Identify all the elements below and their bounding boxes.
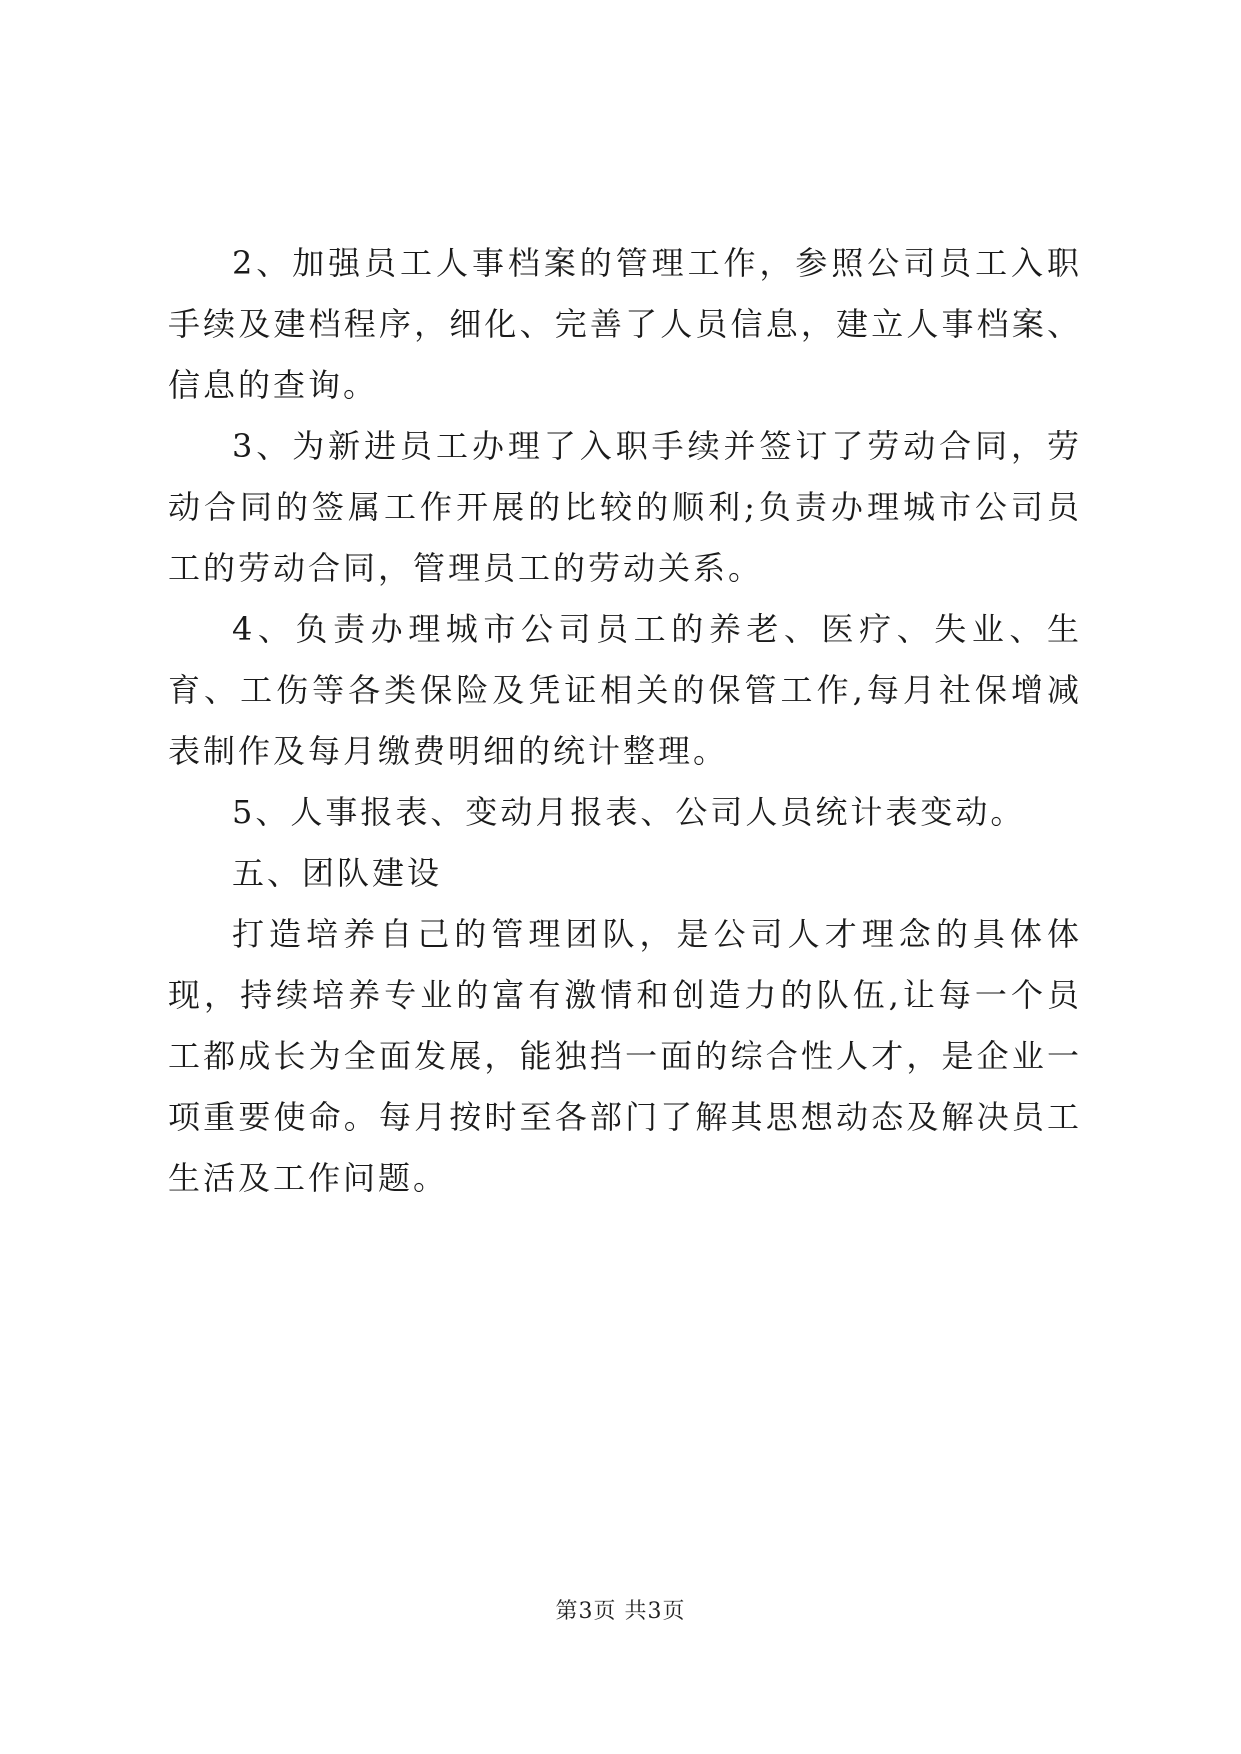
- paragraph-team-building: 打造培养自己的管理团队，是公司人才理念的具体体现，持续培养专业的富有激情和创造力的队伍,让每一个员工都成长为全面发展，能独挡一面的综合性人才，是企业一项重要使命。每月按时至各部门了解其思想动态及解决员工生活及工作问题。: [168, 915, 1082, 1197]
- paragraph-labor-contracts: 3、为新进员工办理了入职手续并签订了劳动合同，劳动合同的签属工作开展的比较的顺利;负责办理城市公司员工的劳动合同，管理员工的劳动关系。: [168, 427, 1082, 587]
- section-heading: 五、团队建设: [232, 854, 443, 892]
- document-body: [168, 233, 1082, 1209]
- paragraph-hr-reports: 5、人事报表、变动月报表、公司人员统计表变动。: [232, 793, 1026, 831]
- page-number-footer: 第3页 共3页: [555, 1599, 686, 1624]
- paragraph-social-insurance: 4、负责办理城市公司员工的养老、医疗、失业、生育、工伤等各类保险及凭证相关的保管工作,每月社保增减表制作及每月缴费明细的统计整理。: [168, 610, 1082, 770]
- paragraph-hr-archives: 2、加强员工人事档案的管理工作，参照公司员工入职手续及建档程序，细化、完善了人员信息，建立人事档案、信息的查询。: [168, 244, 1082, 404]
